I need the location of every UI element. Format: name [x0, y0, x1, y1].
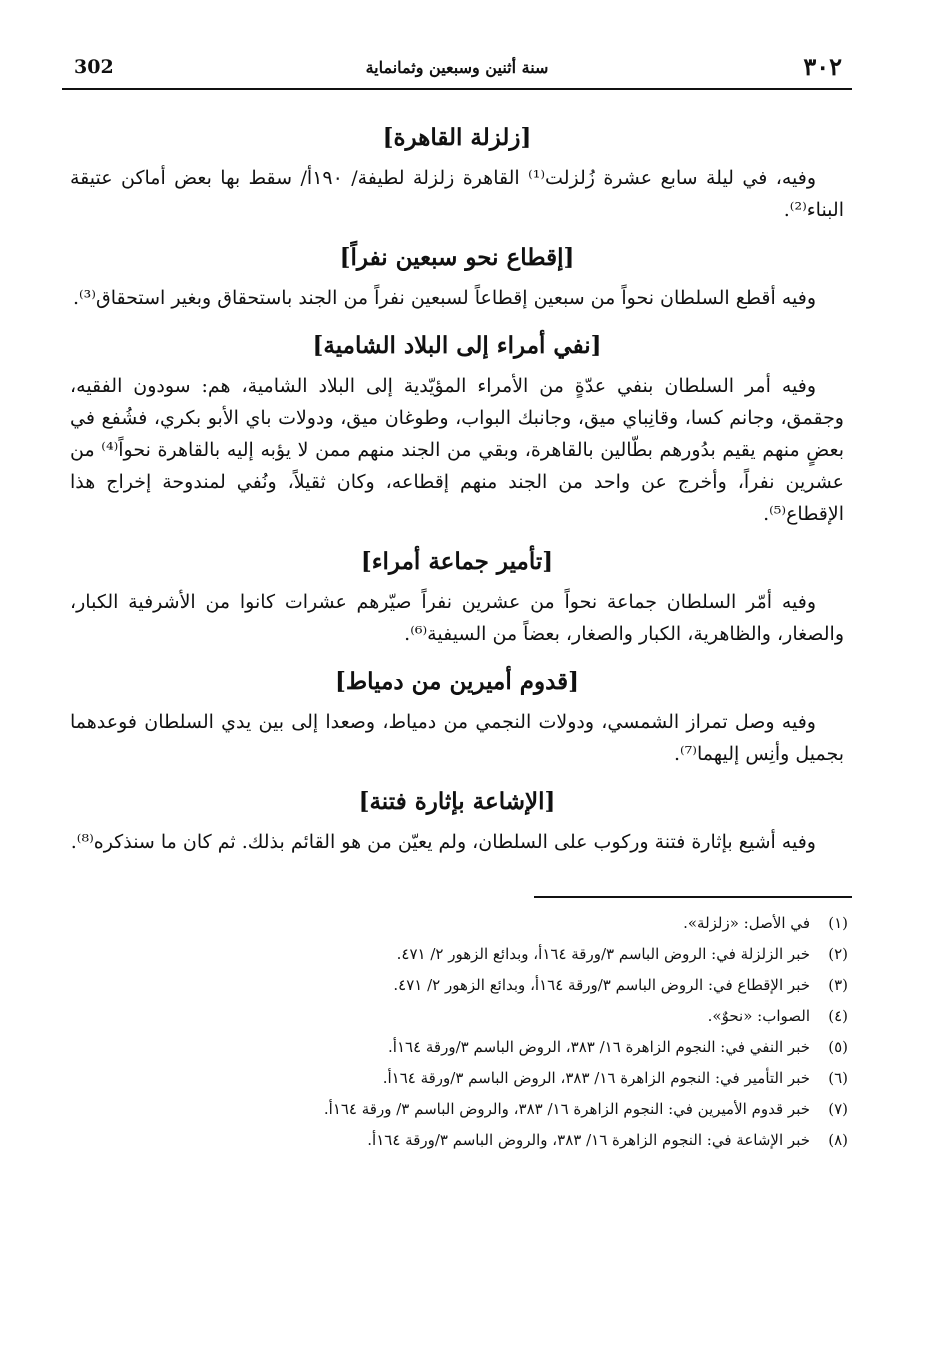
section-title-exile: [نفي أمراء إلى البلاد الشامية] [312, 332, 602, 359]
footnote-separator [534, 896, 852, 898]
running-title: سنة أثنين وسبعين وثمانماية [365, 58, 549, 77]
footnote-text: خبر التأمير في: النجوم الزاهرة ١٦/ ٣٨٣، الروض الباسم ٣/ورقة ١٦٤أ. [382, 1069, 810, 1087]
footnote-1 [62, 908, 848, 939]
footnote-2 [62, 939, 848, 970]
page-number-arabic: ٣٠٢ [803, 52, 842, 81]
section-text-appointment: وفيه أمّر السلطان جماعة نحواً من عشرين نفراً صيّرهم عشرات كانوا من الأشرفية الكبار، والصغار، والظاهرية، الكبار والصغار، بعضاً من السيفية⁽⁶⁾. [70, 591, 844, 645]
footnote-number: (١) [828, 914, 848, 932]
section-text-exile: وفيه أمر السلطان بنفي عدّةٍ من الأمراء المؤيّدية إلى البلاد الشامية، هم: سودون الفقيه، وجقمق، وجانم كسا، وقانِباي ميق، وجانبك البواب، وطوغان ميق، ودولات باي الأبو بكري، فشُفع في بعضٍ منهم يقيم بدُورهم بطّالين بالقاهرة، وبقي من الجند منهم ممن لا يؤبه إليه بالقاهرة نحواً⁽⁴⁾ من عشرين نفراً، وأخرج عن واحد من الجند منهم إقطاعه، وكان ثقيلاً، ونُفي لمندوحة إخراج هذا الإقطاع⁽⁵⁾. [70, 375, 844, 525]
footnote-6 [62, 1063, 848, 1094]
footnote-8 [62, 1125, 848, 1156]
section-title-earthquake: [زلزلة القاهرة] [382, 124, 532, 151]
footnote-3 [62, 970, 848, 1001]
footnote-number: (٨) [828, 1131, 848, 1149]
section-text-earthquake: وفيه، في ليلة سابع عشرة زُلزلت⁽¹⁾ القاهرة زلزلة لطيفة/ ١٩٠أ/ سقط بها بعض أماكن عتيقة البناء⁽²⁾. [70, 167, 844, 221]
footnote-5 [62, 1032, 848, 1063]
footnote-number: (٥) [828, 1038, 848, 1056]
footnote-text: في الأصل: «زلزلة». [683, 914, 810, 932]
section-title-rumor: [الإشاعة بإثارة فتنة] [358, 788, 556, 815]
footnote-4 [62, 1001, 848, 1032]
footnote-number: (٤) [828, 1007, 848, 1025]
footnotes [62, 908, 852, 1156]
footnote-number: (٦) [828, 1069, 848, 1087]
footnote-text: الصواب: «نحوٌ». [707, 1007, 810, 1025]
section-title-appointment: [تأمير جماعة أمراء] [360, 548, 554, 575]
footnote-number: (٧) [828, 1100, 848, 1118]
book-page [62, 48, 852, 1338]
footnote-number: (٣) [828, 976, 848, 994]
footnote-text: خبر الزلزلة في: الروض الباسم ٣/ورقة ١٦٤أ، وبدائع الزهور ٢/ ٤٧١. [396, 945, 810, 963]
footnote-text: خبر قدوم الأميرين في: النجوم الزاهرة ١٦/ ٣٨٣، والروض الباسم ٣/ ورقة ١٦٤أ. [323, 1100, 810, 1118]
page-header [62, 48, 852, 90]
section-text-arrival: وفيه وصل تمراز الشمسي، ودولات النجمي من دمياط، وصعدا إلى بين يدي السلطان فوعدهما بجميل وأنِس إليهما⁽⁷⁾. [70, 711, 844, 765]
section-text-iqta: وفيه أقطع السلطان نحواً من سبعين إقطاعاً لسبعين نفراً من الجند باستحقاق وبغير استحقاق⁽³⁾. [72, 287, 816, 309]
section-text-rumor: وفيه أشيع بإثارة فتنة وركوب على السلطان، ولم يعيّن من هو القائم بذلك. ثم كان ما سنذكره⁽⁸⁾. [70, 831, 816, 853]
footnote-text: خبر الإقطاع في: الروض الباسم ٣/ورقة ١٦٤أ، وبدائع الزهور ٢/ ٤٧١. [393, 976, 810, 994]
page-number-latin: 302 [74, 56, 114, 78]
footnote-text: خبر الإشاعة في: النجوم الزاهرة ١٦/ ٣٨٣، والروض الباسم ٣/ورقة ١٦٤أ. [367, 1131, 810, 1149]
footnote-number: (٢) [828, 945, 848, 963]
footnote-text: خبر النفي في: النجوم الزاهرة ١٦/ ٣٨٣، الروض الباسم ٣/ورقة ١٦٤أ. [388, 1038, 810, 1056]
section-title-arrival: [قدوم أميرين من دمياط] [334, 668, 580, 695]
footnote-7 [62, 1094, 848, 1125]
section-title-iqta: [إقطاع نحو سبعين نفراً] [339, 244, 575, 271]
